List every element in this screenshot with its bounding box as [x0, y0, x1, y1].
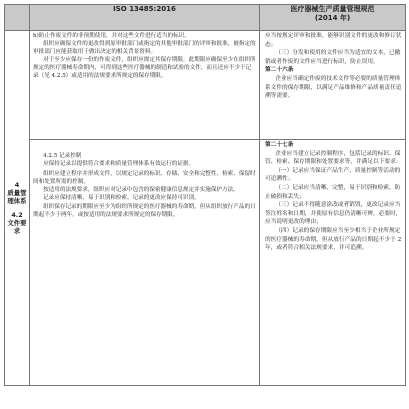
gmp-paragraph: （二）记录应当清晰、完整，易于识别和检索，防止破损和丢失； — [265, 184, 401, 200]
header-spacer — [5, 5, 30, 31]
iso-header: ISO 13485:2016 — [30, 5, 260, 31]
gmp-paragraph: 企业应当确定作废的技术文件等必要的质量管理体系文件的保存期限，以满足产品维修和产品质量责任追溯等需要。 — [265, 75, 402, 100]
gmp-header: 医疗器械生产质量管理规范 (2014 年) — [260, 5, 406, 31]
gmp-paragraph: 应当按规定评审和批准，能够识别文件的更改和修订状态； — [265, 33, 402, 48]
clause-label-cell — [5, 31, 30, 386]
gmp-text-bottom — [260, 140, 406, 386]
clause-number-4-2: 4.2 — [11, 211, 23, 219]
gmp-article-title: 第二十六条 — [265, 67, 294, 74]
content-row-bottom — [5, 140, 406, 386]
gmp-article-title: 第二十七条 — [265, 142, 294, 148]
iso-paragraph: 组织保存记录的期限应至少为组织所规定的医疗器械的寿命期，但从组织放行产品的日期起不少于两年，或按适用的法规要求所规定的保存期限。 — [33, 203, 256, 218]
iso-paragraph: 对于至少应保存一份的作废文件，组织应规定其保存期限。此期限应确保至少在组织所规定的医疗器械寿命期内，可得到这些医疗器械的制造和试验的文件，而且还应不少于记录（见 4.2.5）或适用的法规要求所规定的保存期限。 — [33, 57, 256, 80]
gmp-paragraph: （四）记录的保存期限应当至少相当于企业所规定的医疗器械的寿命期，但从放行产品的日期起不少于 2 年，或者符合相关法规要求，并可追溯。 — [265, 227, 402, 252]
gmp-paragraph: （三）记录不得随意涂改或者销毁，更改记录应当签注姓名和日期，并使原有信息仍清晰可辨，必要时，应当说明更改的理由； — [265, 202, 402, 226]
content-row-top — [5, 31, 406, 140]
clause-title-qms: 质量管理体系 — [7, 189, 27, 205]
iso-paragraph: 应保持记录以提供符合要求和质量管理体系有效运行的证据。 — [43, 161, 195, 168]
gmp-text-top — [260, 31, 406, 140]
iso-paragraph: 组织应确保文件的更改得到原审批部门或指定的其他审批部门的评审和批准，被指定的审批部门应能获取用于做出决定的相关背景资料。 — [33, 41, 256, 56]
iso-paragraph: 按适用的法规要求，组织应对记录中包含的保密健康信息规定并实施保护方法。 — [43, 187, 239, 194]
header-row — [5, 5, 406, 31]
iso-text-bottom — [30, 140, 260, 386]
iso-text-top — [30, 31, 260, 140]
gmp-paragraph: 企业应当建立记录控制程序，包括记录的标识、保管、检索、保存期限和处置要求等，并满足以下要求： — [265, 150, 402, 166]
gmp-paragraph: （三）分发和使用的文件应当为适宜的文本，已撤销或者作废的文件应当进行标识，防止误用。 — [265, 50, 401, 65]
comparison-table — [4, 4, 406, 386]
gmp-paragraph: （一）记录应当保证产品生产、质量控制等活动的可追溯性； — [265, 167, 401, 183]
clause-title-docs: 文件要求 — [7, 219, 27, 235]
iso-section-title: 4.2.5 记录控制 — [43, 153, 82, 159]
iso-paragraph: 组织应建立程序并形成文件，以规定记录的标识、存储、安全和完整性、检索、保留时间和处置所需的控制。 — [33, 171, 256, 186]
iso-paragraph: 记录应保持清晰、易于识别和检索。记录的更改应保持可识别。 — [43, 195, 200, 202]
clause-number-4: 4 — [14, 181, 20, 189]
iso-paragraph: h)防止作废文件的非预期使用，并对这些文件进行适当的标识。 — [33, 33, 190, 39]
